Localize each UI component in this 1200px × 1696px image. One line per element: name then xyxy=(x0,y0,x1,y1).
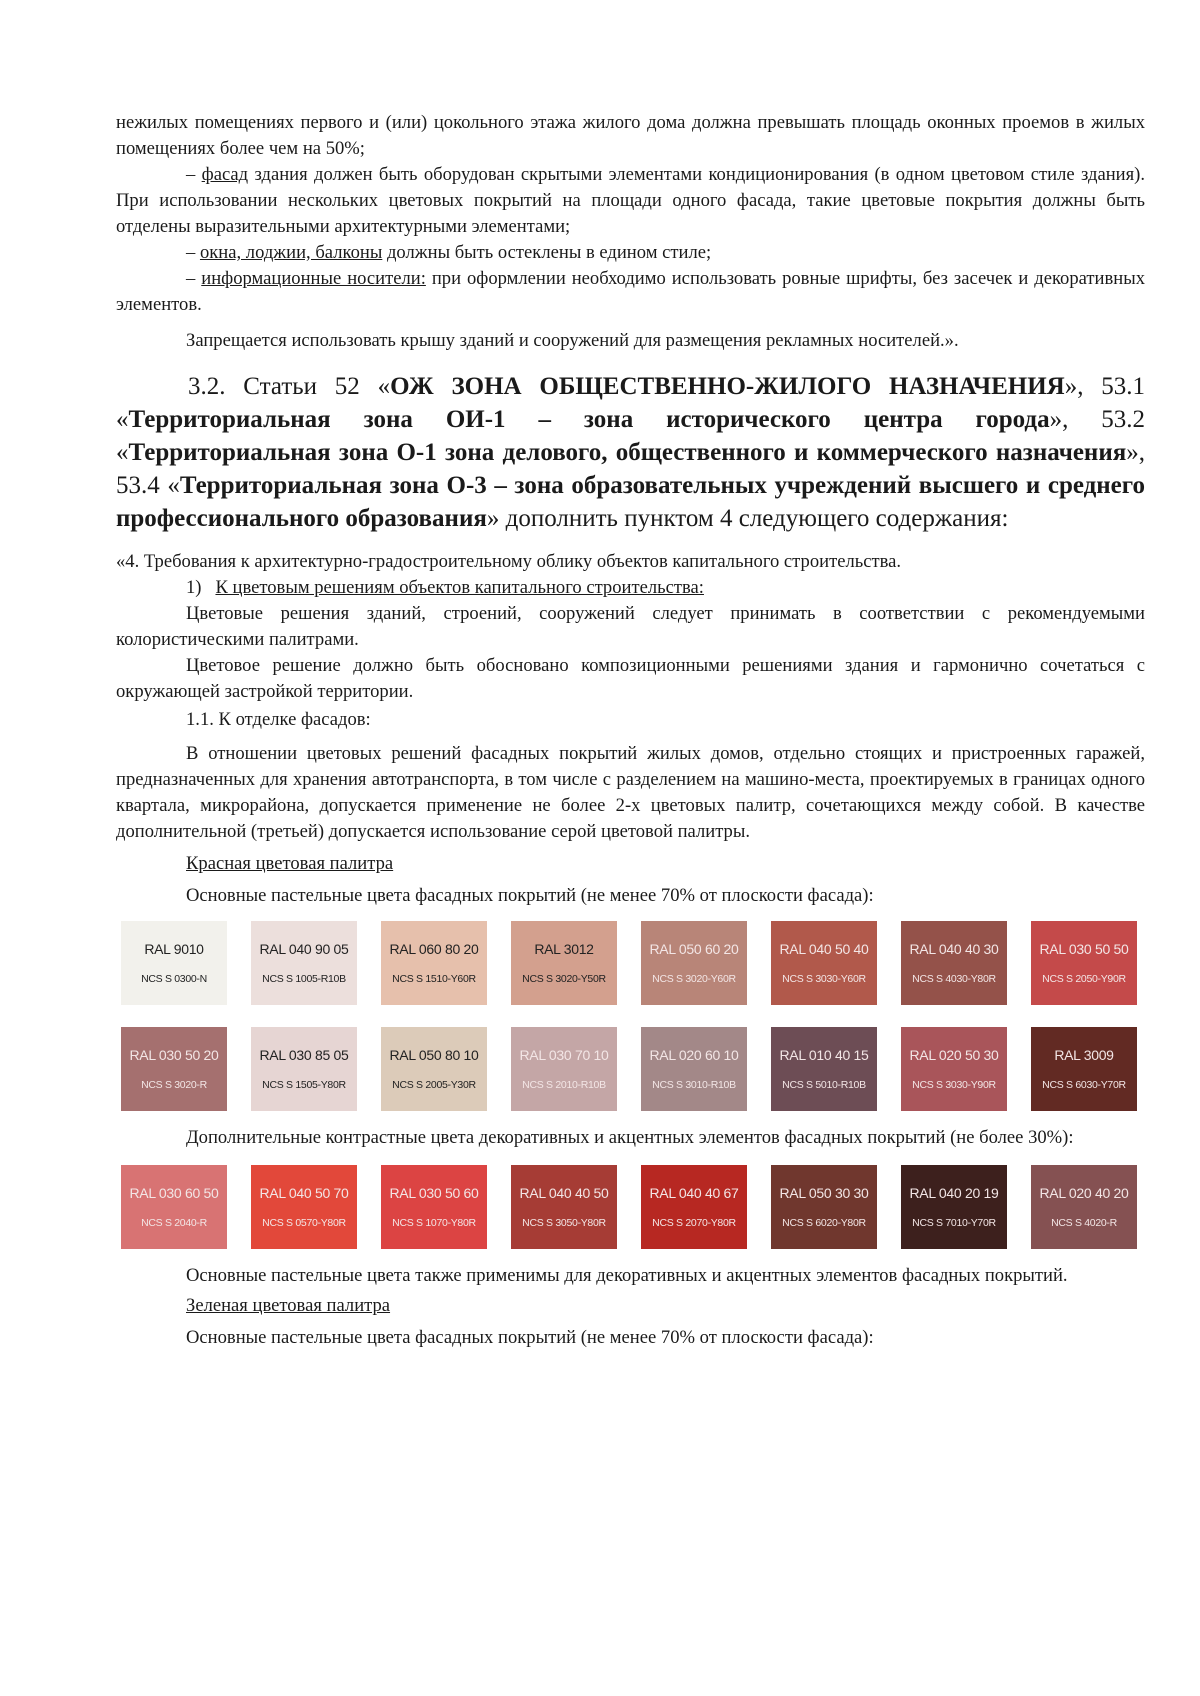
accent-caption: Дополнительные контрастные цвета декоративных и акцентных элементов фасадных покрытий (не более 30%): xyxy=(186,1127,1074,1148)
bullet-term: окна, лоджии, балконы xyxy=(199,242,383,263)
swatch-ncs-code: NCS S 0570-Y80R xyxy=(262,1217,346,1229)
swatch-ncs-code: NCS S 1005-R10B xyxy=(262,973,346,985)
swatch-ncs-code: NCS S 4020-R xyxy=(1051,1217,1117,1229)
swatch-ncs-code: NCS S 4030-Y80R xyxy=(912,973,996,985)
heading-part: », 53.1 « xyxy=(116,373,1146,433)
swatch-ral-code: RAL 030 70 10 xyxy=(519,1047,609,1063)
bullet-facade xyxy=(116,162,1145,240)
swatch-ral-code: RAL 030 85 05 xyxy=(259,1047,349,1063)
heading-bold: ОЖ ЗОНА ОБЩЕСТВЕННО-ЖИЛОГО НАЗНАЧЕНИЯ xyxy=(390,373,1065,400)
green-palette-title xyxy=(116,1293,1145,1319)
accent-color-palette xyxy=(121,1165,1145,1249)
bullet-dash: – xyxy=(186,242,200,263)
red-palette-title xyxy=(116,851,1145,877)
green-palette-title-text: Зеленая цветовая палитра xyxy=(186,1295,391,1316)
swatch-ral-code: RAL 3009 xyxy=(1054,1047,1114,1063)
color-swatch xyxy=(251,921,357,1005)
swatch-ral-code: RAL 030 50 60 xyxy=(389,1185,479,1201)
swatch-ral-code: RAL 040 50 40 xyxy=(779,941,869,957)
swatch-ral-code: RAL 050 80 10 xyxy=(389,1047,479,1063)
swatch-ral-code: RAL 050 60 20 xyxy=(649,941,739,957)
swatch-ncs-code: NCS S 3030-Y90R xyxy=(912,1079,996,1091)
swatch-ncs-code: NCS S 5010-R10B xyxy=(782,1079,866,1091)
accent-note: Основные пастельные цвета также применимы для декоративных и акцентных элементов фасадных покрытий. xyxy=(186,1265,1068,1286)
section-4-title: «4. Требования к архитектурно-градостроительному облику объектов капитального строительства. xyxy=(116,551,902,572)
swatch-ncs-code: NCS S 1070-Y80R xyxy=(392,1217,476,1229)
facade-paragraph: В отношении цветовых решений фасадных покрытий жилых домов, отдельно стоящих и пристроенных гаражей, предназначенных для хранения автотранспорта, в том числе с разделением на машино-места, проектируемых в границах одного квартала, микрорайона, допускается применение не более 2-х цветовых палитр, сочетающихся между собой. В качестве дополнительной (третьей) допускается использование серой цветовой палитры. xyxy=(116,743,1145,842)
color-swatch xyxy=(511,921,617,1005)
bullet-text: здания должен быть оборудован скрытыми элементами кондиционирования (в одном цветовом стиле здания). При использовании нескольких цветовых покрытий на площади одного фасада, такие цветовые покрытия должны быть отделены выразительными архитектурными элементами; xyxy=(116,164,1145,237)
color-swatch xyxy=(121,1165,227,1249)
color-swatch xyxy=(901,1027,1007,1111)
color-swatch xyxy=(771,1027,877,1111)
swatch-ral-code: RAL 020 50 30 xyxy=(909,1047,999,1063)
swatch-ncs-code: NCS S 2050-Y90R xyxy=(1042,973,1126,985)
color-swatch xyxy=(251,1165,357,1249)
swatch-ral-code: RAL 050 30 30 xyxy=(779,1185,869,1201)
color-swatch xyxy=(121,921,227,1005)
bullet-text: должны быть остеклены в едином стиле; xyxy=(382,242,712,263)
swatch-ral-code: RAL 040 90 05 xyxy=(259,941,349,957)
red-palette-title-text: Красная цветовая палитра xyxy=(186,853,394,874)
swatch-ral-code: RAL 030 50 50 xyxy=(1039,941,1129,957)
color-swatch xyxy=(381,921,487,1005)
main-colors-caption: Основные пастельные цвета фасадных покрытий (не менее 70% от плоскости фасада): xyxy=(186,885,874,906)
color-paragraph-2: Цветовое решение должно быть обосновано композиционными решениями здания и гармонично сочетаться с окружающей застройкой территории. xyxy=(116,655,1145,702)
heading-bold: Территориальная зона О-1 зона делового, общественного и коммерческого назначения xyxy=(128,439,1127,466)
swatch-ral-code: RAL 3012 xyxy=(534,941,594,957)
swatch-ral-code: RAL 040 50 70 xyxy=(259,1185,349,1201)
swatch-ral-code: RAL 020 40 20 xyxy=(1039,1185,1129,1201)
color-swatch xyxy=(901,921,1007,1005)
color-swatch xyxy=(381,1165,487,1249)
item-1-number: 1) xyxy=(186,577,202,598)
swatch-ncs-code: NCS S 7010-Y70R xyxy=(912,1217,996,1229)
swatch-ral-code: RAL 030 50 20 xyxy=(129,1047,219,1063)
bullet-text: при оформлении необходимо использовать ровные шрифты, без засечек и декоративных элементов. xyxy=(116,268,1145,315)
swatch-ral-code: RAL 040 40 30 xyxy=(909,941,999,957)
swatch-ncs-code: NCS S 3030-Y60R xyxy=(782,973,866,985)
swatch-ral-code: RAL 040 20 19 xyxy=(909,1185,999,1201)
swatch-ral-code: RAL 010 40 15 xyxy=(779,1047,869,1063)
color-swatch xyxy=(1031,1165,1137,1249)
color-swatch xyxy=(381,1027,487,1111)
bullet-dash: – xyxy=(186,164,202,185)
color-swatch xyxy=(641,1027,747,1111)
color-swatch xyxy=(511,1027,617,1111)
item-1-title: К цветовым решениям объектов капитального строительства: xyxy=(215,577,704,598)
color-swatch xyxy=(771,1165,877,1249)
swatch-ral-code: RAL 030 60 50 xyxy=(129,1185,219,1201)
heading-bold: Территориальная зона О-3 – зона образовательных учреждений высшего и среднего профессионального образования xyxy=(116,472,1145,532)
color-swatch xyxy=(771,921,877,1005)
swatch-ral-code: RAL 020 60 10 xyxy=(649,1047,739,1063)
section-heading xyxy=(116,370,1145,535)
color-swatch xyxy=(641,921,747,1005)
color-swatch xyxy=(641,1165,747,1249)
bullet-dash: – xyxy=(186,268,202,289)
bullet-info xyxy=(116,266,1145,318)
heading-bold: Территориальная зона ОИ-1 – зона исторического центра города xyxy=(128,406,1050,433)
color-swatch xyxy=(901,1165,1007,1249)
swatch-ral-code: RAL 040 40 67 xyxy=(649,1185,739,1201)
heading-part: », 53.4 « xyxy=(116,439,1145,499)
prohibition-paragraph: Запрещается использовать крышу зданий и сооружений для размещения рекламных носителей.». xyxy=(186,330,959,351)
swatch-ncs-code: NCS S 3010-R10B xyxy=(652,1079,736,1091)
color-swatch xyxy=(121,1027,227,1111)
color-paragraph-1: Цветовые решения зданий, строений, сооружений следует принимать в соответствии с рекомендуемыми колористическими палитрами. xyxy=(116,603,1145,650)
main-color-palette xyxy=(121,921,1145,1111)
swatch-ncs-code: NCS S 6020-Y80R xyxy=(782,1217,866,1229)
swatch-ncs-code: NCS S 3050-Y80R xyxy=(522,1217,606,1229)
swatch-ncs-code: NCS S 2010-R10B xyxy=(522,1079,606,1091)
bullet-windows xyxy=(116,240,1145,266)
swatch-ncs-code: NCS S 1510-Y60R xyxy=(392,973,476,985)
swatch-ral-code: RAL 060 80 20 xyxy=(389,941,479,957)
swatch-ral-code: RAL 040 40 50 xyxy=(519,1185,609,1201)
document-page xyxy=(116,110,1145,1351)
bullet-term: фасад xyxy=(201,164,249,185)
heading-part: », 53.2 « xyxy=(116,406,1145,466)
color-swatch xyxy=(1031,921,1137,1005)
swatch-ncs-code: NCS S 6030-Y70R xyxy=(1042,1079,1126,1091)
color-swatch xyxy=(511,1165,617,1249)
swatch-ncs-code: NCS S 1505-Y80R xyxy=(262,1079,346,1091)
swatch-ncs-code: NCS S 2040-R xyxy=(141,1217,207,1229)
item-1-1: 1.1. К отделке фасадов: xyxy=(186,709,371,730)
top-paragraph: нежилых помещениях первого и (или) цокольного этажа жилого дома должна превышать площадь оконных проемов в жилых помещениях более чем на 50%; xyxy=(116,112,1145,159)
swatch-ncs-code: NCS S 3020-Y60R xyxy=(652,973,736,985)
heading-part: 3.2. Статьи 52 « xyxy=(188,373,391,400)
green-colors-caption: Основные пастельные цвета фасадных покрытий (не менее 70% от плоскости фасада): xyxy=(186,1327,874,1348)
swatch-ncs-code: NCS S 3020-R xyxy=(141,1079,207,1091)
item-1 xyxy=(116,575,1145,601)
color-swatch xyxy=(1031,1027,1137,1111)
heading-part: » дополнить пунктом 4 следующего содержания: xyxy=(486,505,1009,532)
swatch-ncs-code: NCS S 0300-N xyxy=(141,973,207,985)
swatch-ral-code: RAL 9010 xyxy=(144,941,204,957)
swatch-ncs-code: NCS S 2070-Y80R xyxy=(652,1217,736,1229)
swatch-ncs-code: NCS S 3020-Y50R xyxy=(522,973,606,985)
color-swatch xyxy=(251,1027,357,1111)
bullet-term: информационные носители: xyxy=(201,268,426,289)
swatch-ncs-code: NCS S 2005-Y30R xyxy=(392,1079,476,1091)
